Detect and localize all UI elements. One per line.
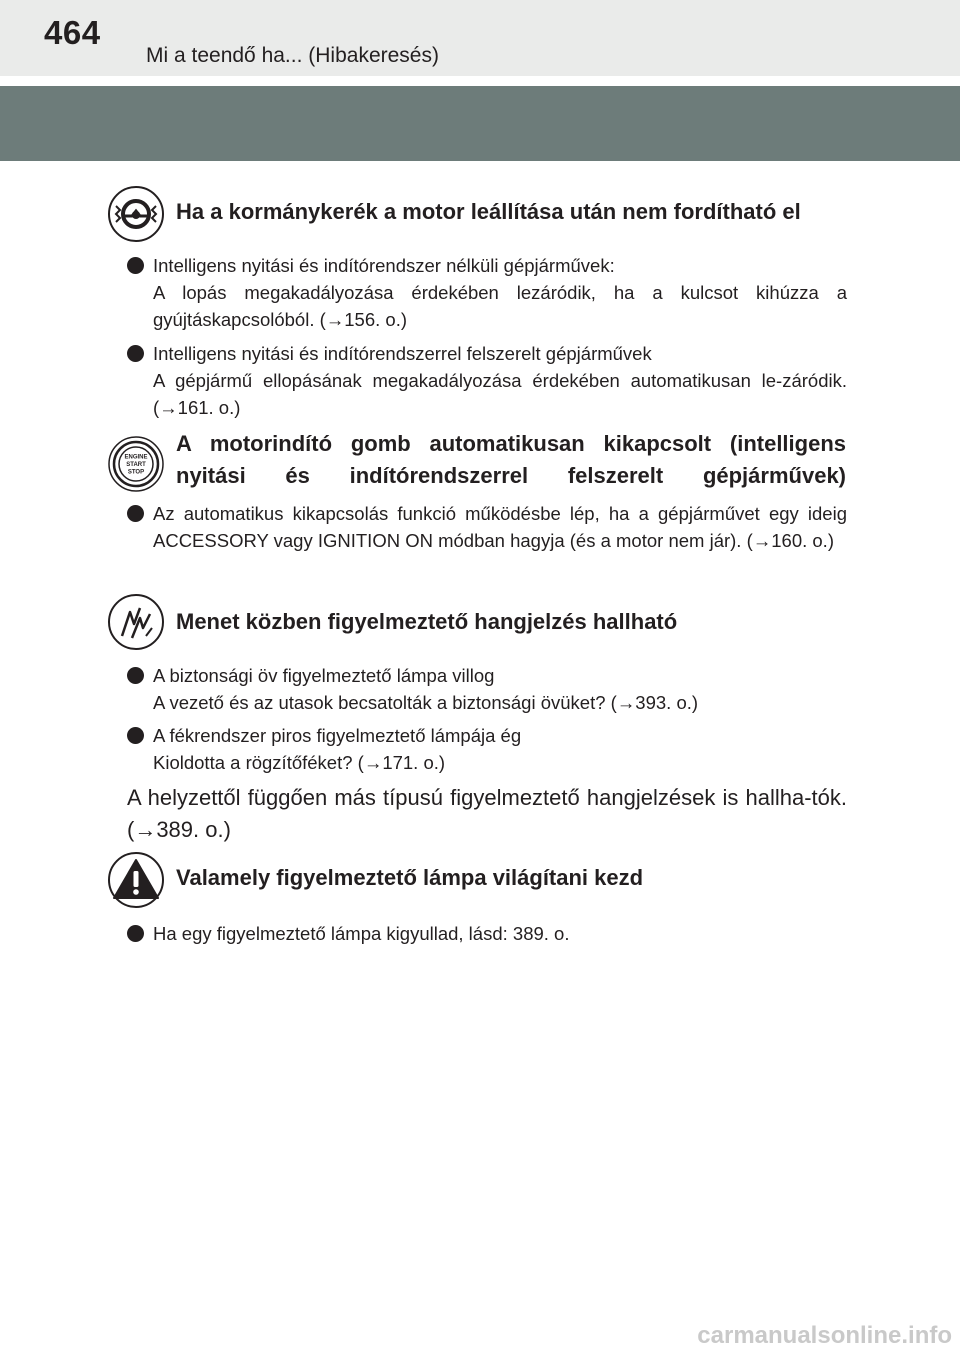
section-title-warning-light: Valamely figyelmeztető lámpa világítani kezd — [176, 865, 644, 890]
page-number: 464 — [44, 14, 101, 51]
bullet-dot — [127, 727, 144, 744]
steering-lock-icon — [108, 186, 164, 242]
bullet-dot — [127, 667, 144, 684]
list-item — [127, 662, 847, 716]
header-band — [0, 86, 960, 161]
list-item — [127, 920, 847, 947]
section-title-text: A motorindító gomb automatikusan kikapcsolt (intelligens nyitási és indítórendszerrel felszerelt gépjárművek) — [176, 431, 846, 488]
watermark: carmanualsonline.info — [697, 1322, 952, 1349]
section-title-engine-switch — [176, 428, 846, 492]
engine-icon-text: STOP — [127, 469, 145, 476]
bullet-body: Ha egy figyelmeztető lámpa kigyullad, lásd: 389. o. — [153, 923, 570, 944]
list-item — [127, 500, 847, 554]
bullet-dot — [127, 505, 144, 522]
running-title: Mi a teendő ha... (Hibakeresés) — [146, 44, 439, 67]
bullet-body: A lopás megakadályozása érdekében lezáródik, ha a kulcsot kihúzza a gyújtáskapcsolóból. (→156. o.) — [153, 282, 847, 330]
bullet-dot — [127, 257, 144, 274]
bullet-body: Kioldotta a rögzítőféket? (→171. o.) — [153, 752, 446, 773]
bullet-heading: A fékrendszer piros figyelmeztető lámpája ég — [153, 725, 522, 746]
engine-icon-text: START — [126, 462, 146, 468]
bullet-body: A gépjármű ellopásának megakadályozása érdekében automatikusan le-záródik. (→161. o.) — [153, 370, 847, 418]
warning-buzzer-icon — [108, 594, 164, 650]
bullet-heading: A biztonsági öv figyelmeztető lámpa villog — [153, 665, 495, 686]
bullet-body: A vezető és az utasok becsatolták a biztonsági övüket? (→393. o.) — [153, 692, 699, 713]
section-title-buzzer: Menet közben figyelmeztető hangjelzés hallható — [176, 609, 678, 634]
bullet-body: Az automatikus kikapcsolás funkció működésbe lép, ha a gépjárművet egy ideig ACCESSORY vagy IGNITION ON módban hagyja (és a motor nem jár). (→160. o.) — [153, 503, 847, 551]
section-title-steering: Ha a kormánykerék a motor leállítása után nem fordítható el — [176, 199, 801, 224]
list-item — [127, 340, 847, 421]
warning-triangle-icon — [108, 852, 164, 908]
note-text: A helyzettől függően más típusú figyelmeztető hangjelzések is hallha-tók. (→389. o.) — [127, 785, 847, 842]
engine-start-stop-icon — [108, 436, 164, 492]
list-item — [127, 252, 847, 333]
engine-icon-text: ENGINE — [124, 454, 148, 461]
bullet-dot — [127, 345, 144, 362]
buzzer-note — [127, 782, 847, 846]
bullet-heading: Intelligens nyitási és indítórendszerrel felszerelt gépjárművek — [153, 343, 652, 364]
bullet-heading: Intelligens nyitási és indítórendszer nélküli gépjárművek: — [153, 255, 615, 276]
header-bar — [0, 0, 960, 76]
bullet-dot — [127, 925, 144, 942]
list-item — [127, 722, 847, 776]
